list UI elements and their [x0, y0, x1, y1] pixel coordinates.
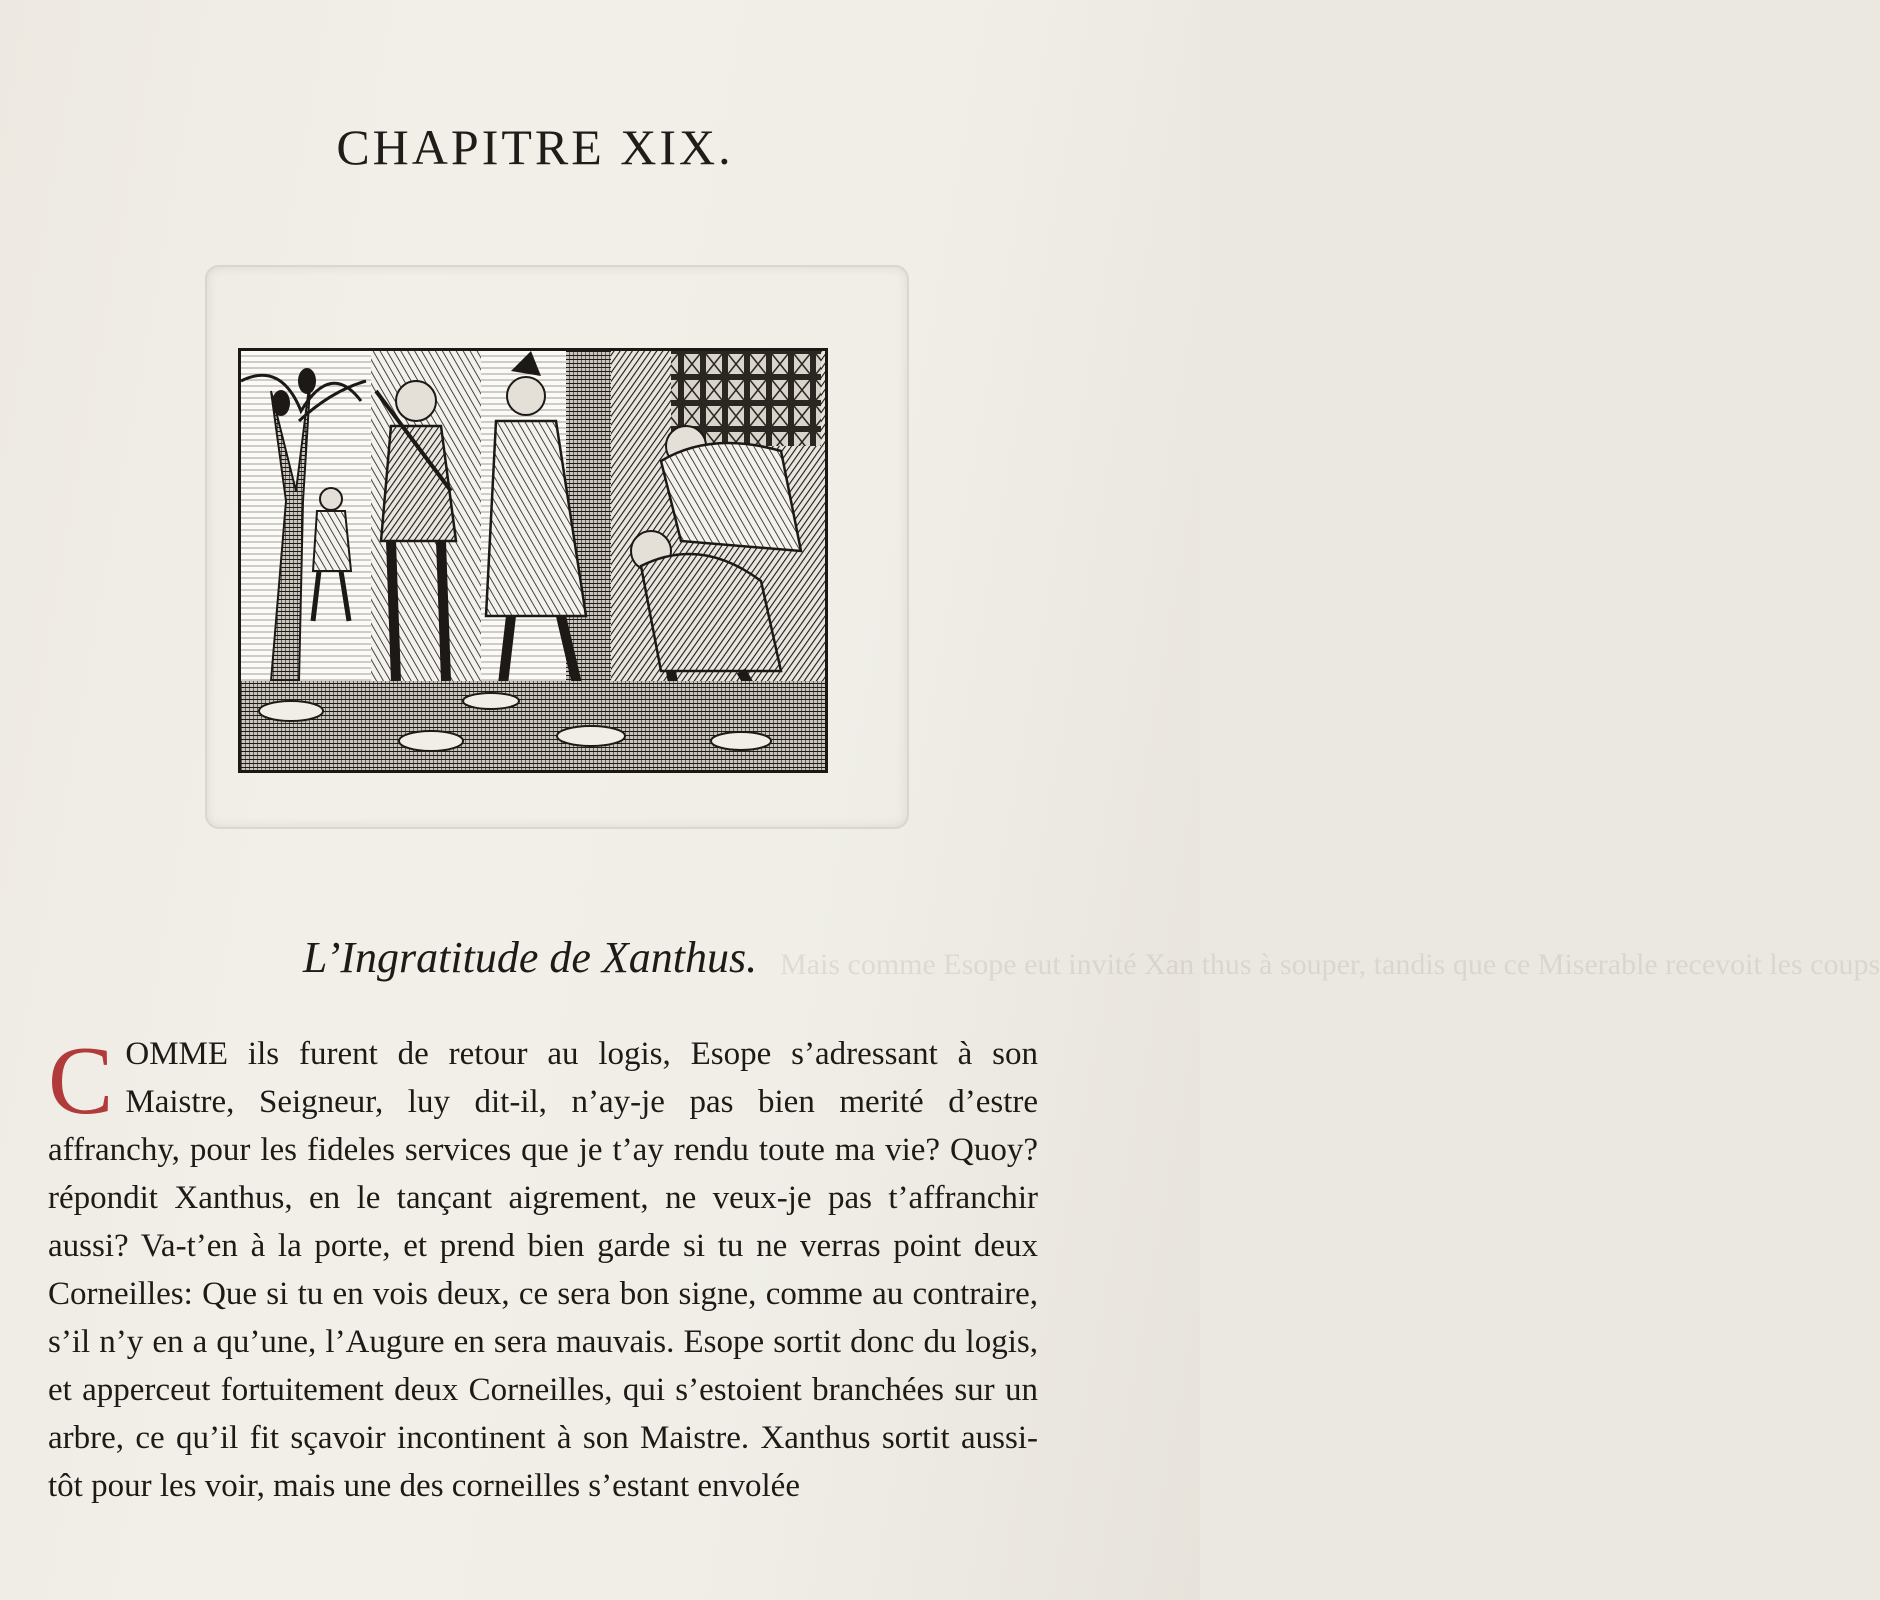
chapter-title: CHAPITRE XIX. — [336, 119, 734, 175]
drop-cap: C — [48, 1027, 114, 1135]
body-paragraph — [48, 1027, 1038, 1600]
section-title: L’Ingratitude de Xanthus. — [302, 933, 758, 982]
paragraph-text: OMME ils furent de retour au logis, Esope s’adressant à son Maistre, Seigneur, luy dit-il, n’ay-je pas bien merité d’estre affranchy, pour les fideles services que je t’ay rendu toute ma vie? Quoy? répondit Xanthus, en le tançant aigrement, ne veux-je pas t’affranchir aussi? Va-t’en à la porte, et prend bien garde si tu ne verras point deux Corneilles: Que si tu en vois deux, ce sera bon signe, comme au contraire, s’il n’y en a qu’une, l’Augure en sera mauvais. Esope sortit donc du logis, et apperceut fortuitement deux Corneilles, qui s’estoient branchées sur un arbre, ce qu’il fit sçavoir incontinent à son Maistre. Xanthus sortit aussi-tôt pour les voir, mais une des corneilles s’estant envolée — [48, 1036, 1038, 1504]
woodcut-illustration — [238, 348, 828, 773]
bleed-through-text: Mais comme Esope eut invité Xan thus à souper, tandis que ce Miserable recevoit les coups — [780, 948, 1880, 981]
